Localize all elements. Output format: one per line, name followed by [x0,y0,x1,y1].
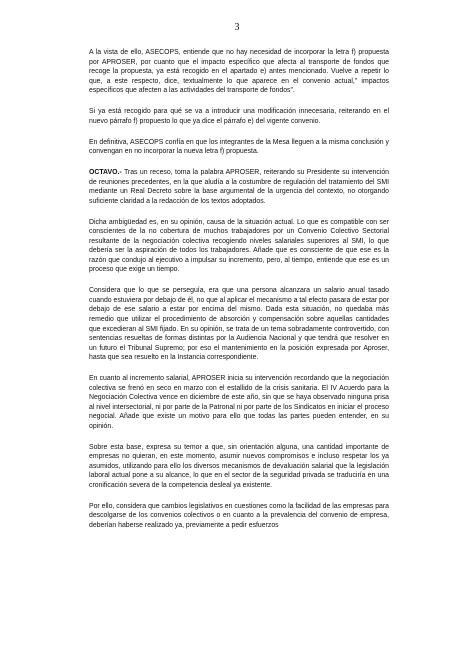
paragraph-3 [89,138,389,157]
paragraph-text: Sobre esta base, expresa su temor a que, sin orientación alguna, una cantidad importante de empresas no quieran, en este momento, asumir nuevos compromisos e incluso respetar los ya asumidos, utilizando para ello los diversos mecanismos de devaluación salarial que la legislación laboral actual pone a su alcance, lo que en el sector de la seguridad privada se traduciría en una cronificación severa de la competencia desleal ya existente. [89,443,389,489]
paragraph-text: Considera que lo que se perseguía, era que una persona alcanzara un salario anual tasado cuando estuviera por debajo de él, no que al aplicar el mecanismo a tal efecto pasara de estar por debajo de ese salario a estar por encima del mismo. Dada esta situación, no quedaba más remedio que utilizar el procedimiento de absorción y compensación sobre aquellas cantidades que excedieran al SMI fijado. En su opinión, se trata de un tema sobradamente controvertido, con sentencias resueltas de formas distintas por la Audiencia Nacional y que tendrá que resolver en un futuro el Tribunal Supremo; por eso el mantenimiento en la posición expresada por Aproser, hasta que sea resuelto en la Instancia correspondiente. [89,287,389,362]
paragraph-text: Dicha ambigüedad es, en su opinión, causa de la situación actual. Lo que es compatible con ser conscientes de la no cobertura de muchos trabajadores por un Convenio Colectivo Sectorial resultante de la negociación colectiva recogiendo niveles salariales superiores al SMI, lo que debería ser la aspiración de todos los trabajadores. Añade que es consciente de que ese es la razón que condujo al ejecutivo a impulsar su incremento, pero, al tiempo, entiende que ese es un proceso que exige un tiempo. [89,218,389,274]
paragraph-text: Si ya está recogido para qué se va a introducir una modificación innecesaria, reiterando en el nuevo párrafo f) propuesto lo que ya dice el párrafo e) del vigente convenio. [89,108,389,125]
page-number: 3 [234,22,240,33]
paragraph-text: A la vista de ello, ASECOPS, entiende que no hay necesidad de incorporar la letra f) propuesta por APROSER, por cuanto que el impacto específico que afecta al transporte de fondos que recoge la propuesta, ya está recogido en el apartado e) antes mencionado. Vuelve a repetir lo que, a este respecto, dice, textualmente lo que aparece en el convenio actual," impactos específicos que afecten a las actividades del transporte de fondos". [89,49,389,95]
paragraph-text: Por ello, considera que cambios legislativos en cuestiones como la facilidad de las empresas para descolgarse de los convenios colectivos o en cuanto a la prevalencia del convenio de empresa, deberían haberse realizado ya, previamente a pedir esfuerzos [89,502,389,529]
paragraph-4 [89,168,389,206]
paragraph-text: Tras un receso, toma la palabra APROSER, reiterando su Presidente su intervención de reuniones precedentes, en la que aludía a la costumbre de regulación del tratamiento del SMI mediante un Real Decreto sobre la base argumental de la urgencia del contexto, no otorgando suficiente claridad a la redacción de los textos adoptados. [89,169,389,205]
paragraph-2 [89,107,389,126]
section-heading-octavo: OCTAVO.- [89,169,122,177]
document-body [89,48,389,542]
paragraph-5 [89,218,389,275]
paragraph-7 [89,374,389,431]
paragraph-1 [89,48,389,96]
paragraph-text: En cuanto al incremento salarial, APROSER inicia su intervención recordando que la negociación colectiva se frenó en seco en marzo con el estallido de la crisis sanitaria. El IV Acuerdo para la Negociación Colectiva vence en diciembre de este año, sin que se haya observado ninguna prisa al nivel intersectorial, ni por parte de la Patronal ni por parte de los Sindicatos en iniciar el proceso negocial. Añade que existe un motivo para ello que todas las partes pueden entender, en su opinión. [89,375,389,430]
paragraph-9 [89,502,389,531]
paragraph-8 [89,443,389,491]
paragraph-text: En definitiva, ASECOPS confía en que los integrantes de la Mesa lleguen a la misma conclusión y convengan en no incorporar la nueva letra f) propuesta. [89,138,389,156]
paragraph-6 [89,286,389,362]
